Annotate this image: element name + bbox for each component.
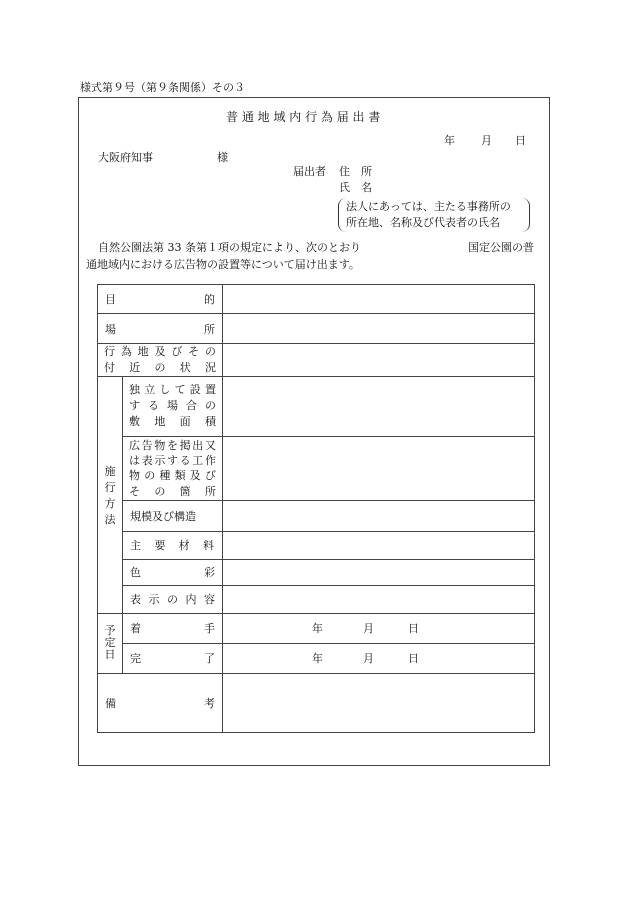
row-finish [98, 643, 535, 673]
notifier-label: 届出者 [293, 165, 326, 178]
field-site-status[interactable] [223, 344, 535, 377]
field-display-content[interactable] [223, 585, 535, 613]
field-start-date[interactable] [223, 613, 535, 643]
field-ad-types[interactable] [223, 436, 535, 500]
row-purpose [98, 285, 535, 314]
label-independent-area: 独 立 し て 設 置 す る 場 合 の 敷 地 面 積 [129, 383, 216, 429]
row-display-content [98, 585, 535, 613]
label-start: 着 手 [130, 622, 215, 636]
row-main-materials [98, 531, 535, 559]
start-month-label: 月 [363, 622, 374, 636]
header-date-month: 月 [481, 134, 492, 147]
row-remarks [98, 673, 535, 732]
address-label: 住 所 [339, 165, 372, 178]
field-finish-date[interactable] [223, 643, 535, 673]
header-date-day: 日 [515, 134, 526, 147]
finish-year-label: 年 [312, 652, 323, 666]
start-year-label: 年 [312, 622, 323, 636]
field-remarks[interactable] [223, 673, 535, 732]
finish-day-label: 日 [408, 652, 419, 666]
row-scale-structure [98, 500, 535, 531]
label-scale-structure: 規模及び構造 [130, 509, 196, 523]
row-place [98, 314, 535, 344]
label-site-status: 行 為 地 及 び そ の 付 近 の 状 況 [104, 345, 216, 374]
label-schedule-group: 予 定 日 [104, 624, 116, 662]
addressee-honorific: 様 [217, 151, 228, 164]
field-color[interactable] [223, 559, 535, 585]
body-text-park: 国定公園の普 [468, 241, 534, 254]
row-independent-area [98, 376, 535, 436]
label-purpose: 目 的 [105, 293, 215, 306]
row-ad-types [98, 436, 535, 500]
row-color [98, 559, 535, 585]
label-place: 場 所 [105, 322, 215, 336]
field-independent-area[interactable] [223, 376, 535, 436]
label-finish: 完 了 [130, 652, 215, 666]
field-scale-structure[interactable] [223, 500, 535, 531]
label-color: 色 彩 [130, 566, 215, 580]
form-title: 普 通 地 域 内 行 為 届 出 書 [226, 110, 381, 124]
corp-note-line-2: 所在地、名称及び代表者の氏名 [346, 216, 500, 229]
notification-table [97, 284, 535, 733]
row-start [98, 613, 535, 643]
field-main-materials[interactable] [223, 531, 535, 559]
corp-note-line-1: 法人にあっては、主たる事務所の [346, 200, 511, 213]
label-main-materials: 主 要 材 料 [130, 539, 214, 553]
label-method-group: 施 行 方 法 [104, 464, 116, 526]
body-text-1: 自然公園法第 33 条第１項の規定により、次のとおり [98, 241, 361, 254]
field-purpose[interactable] [223, 285, 535, 314]
start-day-label: 日 [408, 622, 419, 636]
name-label: 氏 名 [339, 181, 372, 194]
label-display-content: 表 示 の 内 容 [130, 593, 215, 607]
field-place[interactable] [223, 314, 535, 344]
finish-month-label: 月 [363, 652, 374, 666]
body-text-2: 通地域内における広告物の設置等について届け出ます。 [86, 258, 360, 271]
form-number: 様式第９号（第９条関係）その３ [80, 81, 245, 94]
row-site-status [98, 344, 535, 377]
addressee: 大阪府知事 [98, 151, 153, 164]
label-ad-types: 広 告 物 を 掲 出 又 は 表 示 す る 工 作 物 の 種 類 及 び そ の 箇 所 [129, 438, 216, 498]
header-date-year: 年 [444, 134, 455, 147]
label-remarks: 備 考 [105, 696, 215, 710]
